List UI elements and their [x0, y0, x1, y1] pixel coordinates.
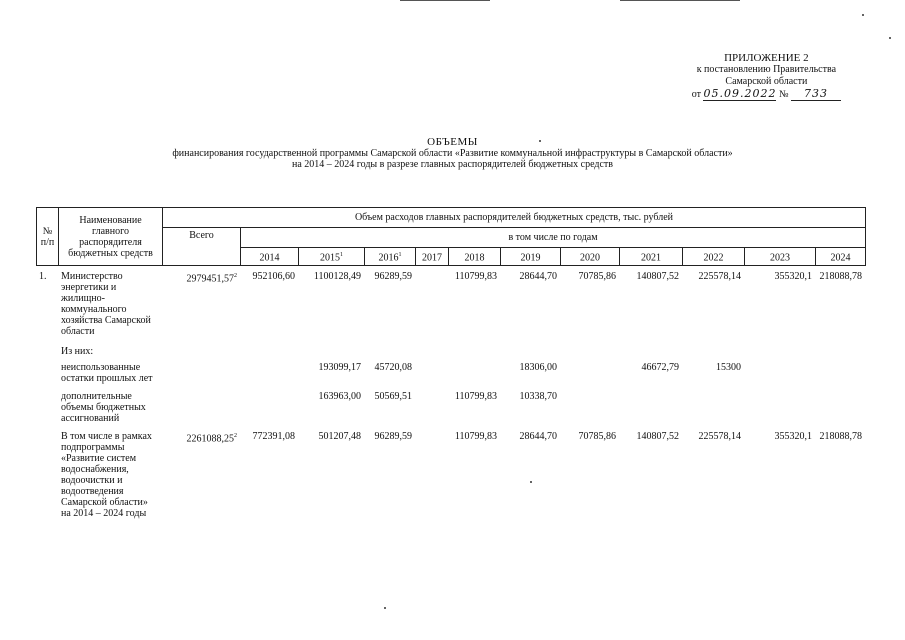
- row-year-value: [240, 390, 298, 430]
- year-label: 2024: [830, 252, 851, 264]
- header-year-0: [241, 248, 299, 266]
- row-total: [162, 390, 240, 430]
- appendix-block: [692, 52, 841, 101]
- row-year-value: 15300: [716, 362, 741, 373]
- row-total: [162, 361, 240, 390]
- row-year-value: [415, 390, 448, 430]
- row-year-value: 110799,83: [454, 431, 497, 442]
- scan-edge-line: [620, 0, 740, 1]
- row-year-value: [744, 345, 815, 361]
- header-year-10: [816, 248, 866, 266]
- row-year-value: 225578,14: [698, 271, 741, 282]
- row-year-value: [619, 345, 682, 361]
- table-row: [36, 390, 865, 430]
- row-name: В том числе в рамках подпрограммы «Развитие систем водоснабжения, водоочистки и водоотведения Самарской области» на 2014 – 2024 годы: [61, 431, 152, 519]
- table-row: [36, 345, 865, 361]
- year-footnote-mark: 1: [340, 252, 343, 258]
- table-row: [36, 270, 865, 345]
- row-number: 1.: [39, 271, 47, 282]
- year-label: 2022: [703, 252, 724, 264]
- appendix-title: ПРИЛОЖЕНИЕ 2: [724, 52, 809, 64]
- row-number: [36, 345, 58, 361]
- row-name: дополнительные объемы бюджетных ассигнований: [61, 391, 146, 424]
- header-total: Всего: [163, 228, 241, 266]
- row-year-value: [744, 361, 815, 390]
- row-year-value: [815, 390, 865, 430]
- header-year-7: [620, 248, 683, 266]
- row-total-value: 2979451,57: [186, 273, 234, 285]
- row-total: [162, 430, 240, 525]
- row-year-value: [744, 390, 815, 430]
- row-total-footnote-mark: 2: [234, 273, 237, 279]
- row-year-value: [415, 361, 448, 390]
- year-label: 2020: [580, 252, 600, 264]
- row-year-value: [682, 390, 744, 430]
- header-year-2: [365, 248, 416, 266]
- header-year-1: [299, 248, 365, 266]
- row-year-value: [619, 390, 682, 430]
- row-year-value: 140807,52: [636, 271, 679, 282]
- row-year-value: [682, 345, 744, 361]
- budget-table-header: [36, 207, 866, 266]
- year-label: 2021: [641, 252, 661, 264]
- header-year-4: [449, 248, 501, 266]
- year-label: 2023: [770, 252, 790, 264]
- row-year-value: [815, 345, 865, 361]
- heading-title: ОБЪЕМЫ: [427, 136, 478, 148]
- row-year-value: 28644,70: [519, 271, 557, 282]
- date-prefix: от: [691, 89, 701, 100]
- row-year-value: 218088,78: [819, 271, 862, 282]
- row-year-value: [815, 361, 865, 390]
- header-year-3: [416, 248, 449, 266]
- row-year-value: 355320,1: [774, 271, 812, 282]
- scan-edge-line: [400, 0, 490, 1]
- row-year-value: 501207,48: [318, 431, 361, 442]
- header-by-years: в том числе по годам: [241, 228, 866, 248]
- row-year-value: [240, 361, 298, 390]
- header-volume: Объем расходов главных распорядителей бюджетных средств, тыс. рублей: [163, 208, 866, 228]
- row-number: [36, 361, 58, 390]
- row-total-value: 2261088,25: [186, 433, 234, 445]
- row-year-value: 46672,79: [641, 362, 679, 373]
- row-total: [162, 345, 240, 361]
- header-year-5: [501, 248, 561, 266]
- row-year-value: 10338,70: [519, 391, 557, 402]
- row-year-value: 70785,86: [578, 431, 616, 442]
- heading-line-2: на 2014 – 2024 годы в разрезе главных распорядителей бюджетных средств: [291, 159, 614, 170]
- scan-speck: [889, 37, 891, 39]
- row-year-value: [415, 270, 448, 345]
- row-year-value: 193099,17: [318, 362, 361, 373]
- row-year-value: [500, 345, 560, 361]
- row-year-value: [560, 345, 619, 361]
- scan-speck: [384, 607, 386, 609]
- year-label: 2016: [378, 252, 399, 264]
- row-year-value: [240, 345, 298, 361]
- row-year-value: 1100128,49: [313, 271, 361, 282]
- row-year-value: 110799,83: [454, 391, 497, 402]
- appendix-line-2: Самарской области: [725, 76, 808, 87]
- number-prefix: №: [778, 89, 789, 100]
- header-name: Наименование главного распорядителя бюджетных средств: [59, 208, 163, 266]
- table-row: [36, 430, 865, 525]
- row-name: Из них:: [61, 346, 94, 357]
- row-year-value: 50569,51: [374, 391, 412, 402]
- year-label: 2019: [520, 252, 541, 264]
- year-label: 2017: [422, 252, 442, 264]
- row-number: [36, 390, 58, 430]
- row-year-value: 110799,83: [454, 271, 497, 282]
- row-year-value: 218088,78: [819, 431, 862, 442]
- budget-table-body: [36, 270, 865, 525]
- row-number: [36, 430, 58, 525]
- row-year-value: 952106,60: [252, 271, 295, 282]
- row-year-value: 70785,86: [578, 271, 616, 282]
- row-year-value: [560, 390, 619, 430]
- row-year-value: 772391,08: [252, 431, 295, 442]
- row-year-value: [415, 345, 448, 361]
- row-year-value: [448, 345, 500, 361]
- date-value: 05.09.2022: [703, 87, 777, 100]
- row-name: неиспользованные остатки прошлых лет: [61, 362, 153, 384]
- row-name: Министерство энергетики и жилищно-коммунального хозяйства Самарской области: [61, 271, 151, 337]
- row-year-value: [560, 361, 619, 390]
- row-year-value: 225578,14: [698, 431, 741, 442]
- appendix-line-1: к постановлению Правительства: [696, 64, 837, 75]
- row-year-value: [415, 430, 448, 525]
- row-year-value: 140807,52: [636, 431, 679, 442]
- year-label: 2014: [259, 252, 280, 264]
- row-year-value: 18306,00: [519, 362, 557, 373]
- year-label: 2018: [464, 252, 485, 264]
- row-year-value: [298, 345, 364, 361]
- header-year-8: [683, 248, 745, 266]
- scan-speck: [862, 14, 864, 16]
- heading-line-1: финансирования государственной программы Самарской области «Развитие коммунальной инфраструктуры в Самарской области»: [172, 148, 733, 159]
- row-year-value: 355320,1: [774, 431, 812, 442]
- row-year-value: 163963,00: [318, 391, 361, 402]
- row-year-value: 96289,59: [374, 271, 412, 282]
- year-footnote-mark: 1: [398, 252, 402, 258]
- header-year-6: [561, 248, 620, 266]
- row-total: [162, 270, 240, 345]
- header-number: № п/п: [37, 208, 59, 266]
- row-total-footnote-mark: 2: [234, 433, 237, 439]
- table-row: [36, 361, 865, 390]
- document-heading: [0, 137, 905, 170]
- row-year-value: [448, 361, 500, 390]
- row-year-value: 45720,08: [374, 362, 412, 373]
- year-label: 2015: [320, 252, 340, 264]
- number-value: 733: [791, 88, 841, 101]
- row-year-value: 96289,59: [374, 431, 412, 442]
- header-year-9: [745, 248, 816, 266]
- row-year-value: [364, 345, 415, 361]
- appendix-date-line: [692, 88, 841, 101]
- row-year-value: 28644,70: [519, 431, 557, 442]
